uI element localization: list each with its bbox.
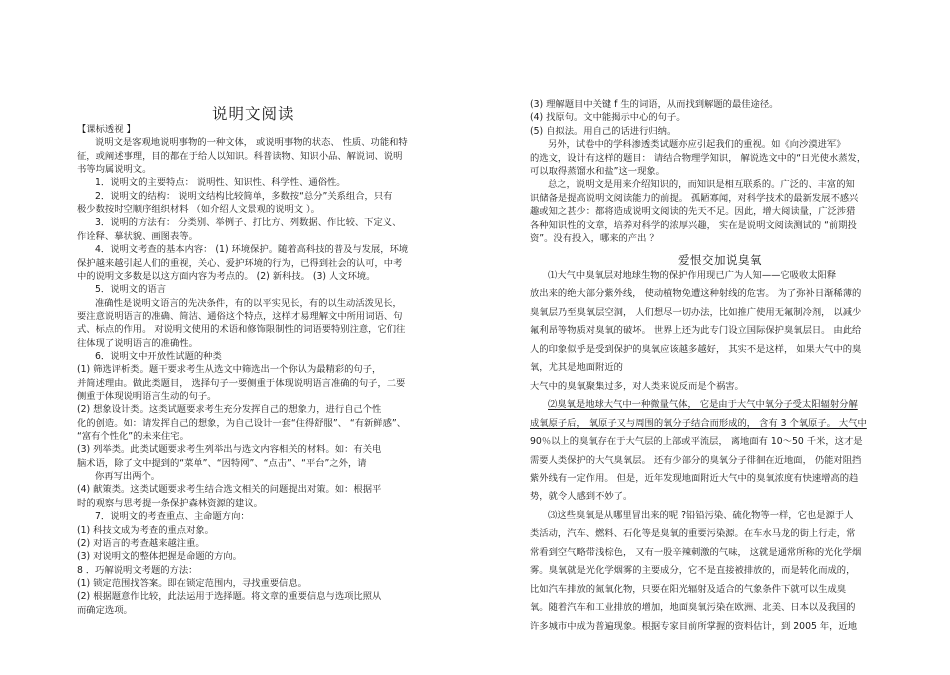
right-text-line: 另外，试卷中的学科渗透类试题亦应引起我们的重视。如《向沙漠进军》 (548, 139, 846, 151)
left-text-line: 作诠释、摹状貌、画图表等。 (77, 230, 198, 242)
article-text-line: 臭氧层乃至臭氧层空洞， 人们想尽一切办法，比如推广使用无氟制冷剂， 以减少 (530, 306, 862, 318)
article-text-line: 势，就令人感到不妙了。 (530, 491, 633, 503)
right-text-line: 可以取得蒸馏水和盐”这一现象。 (530, 166, 665, 177)
left-text-line: 征，或阐述事理，目的都在于给人以知识。科普读物、知识小品、解说词、说明 (77, 150, 403, 162)
article-text-line: 成氧原子后， 氧原子又与周围的氧分子结合而形成的， 含有 3 个氧原子。 大气中 (530, 417, 867, 429)
right-text-line: 趣或知之甚少：都将造成说明文阅读的先天不足。因此，增大阅读量，广泛涉猎 (530, 206, 856, 218)
article-text-line: 氧。随着汽车和工业排放的增加，地面臭氧污染在欧洲、北美、日本以及我国的 (530, 602, 856, 614)
left-text-line: 侧重于体现说明语言生动的句子。 (77, 391, 217, 402)
article-text-line: ⑶这些臭氧是从哪里冒出来的呢 ?铅铅污染、硫化物等一样，它也是源于人 (548, 509, 854, 521)
right-text-line: (3) 理解题目中关键 f 生的词语，从而找到解题的最佳途径。 (530, 99, 779, 110)
left-text-line: (3) 对说明文的整体把握是命题的方向。 (77, 551, 242, 563)
left-text-line: (4) 献策类。这类试题要求考生结合选文相关的问题提出对策。如：根据平 (77, 484, 382, 496)
page-title: 说明文阅读 (212, 105, 295, 123)
left-text-line: (1) 筛选评析类。题干要求考生从选文中筛选出一个你认为最精彩的句子， (77, 364, 382, 376)
article-text-line: 人的印象似乎是受到保护的臭氧应该越多越好， 其实不是这样， 如果大气中的臭 (530, 343, 862, 355)
left-text-line: (2) 对语言的考查越来越注重。 (77, 537, 205, 549)
left-text-line: (2) 想象设计类。这类试题要求考生充分发挥自己的想象力，进行自己个性 (77, 404, 382, 416)
left-text-line: 并简述理由。做此类题目， 选择句子一要侧重于体现说明语言准确的句子，二要 (77, 377, 406, 389)
article-text-line: 氧，尤其是地面附近的 (530, 362, 623, 374)
left-text-line: 2．说明文的结构： 说明文结构比较简单，多数按“总分”关系组合，只有 (95, 190, 393, 202)
right-text-line: (4) 找原句。文中能揭示中心的句子。 (530, 112, 686, 124)
right-text-line: 识储备是提高说明文阅读能力的前提。 孤陋寡闻，对科学技术的最新发展不感兴 (530, 192, 859, 204)
left-text-line: 要注意说明语言的准确、简洁、通俗这个特点，这样才易理解文中所用词语、句 (77, 310, 403, 322)
article-text-line: 氟利昂等物质对臭氧的破坏。 世界上还为此专门设立国际保护臭氧层日。 由此给 (530, 325, 862, 337)
article-text-line: 大气中的臭氧聚集过多，对人类来说反而是个祸害。 (530, 380, 744, 392)
left-text-line: (1) 锁定范围找答案。即在锁定范围内，寻找重要信息。 (77, 577, 307, 589)
left-text-line: 你再写出两个。 (95, 471, 161, 483)
left-text-line: 说明文是客观地说明事物的一种文体， 或说明事物的状态、 性质、功能和特 (95, 137, 408, 149)
left-text-line: 7．说明文的考查重点、主命题方向： (95, 511, 250, 523)
article-text-line: 紫外线有一定作用。 但是，近年发现地面附近大气中的臭氧浓度有快速增高的趋 (530, 472, 859, 484)
left-text-line: 式、标点的作用。 对说明文使用的术语和修饰限制性的词语要特别注意，它们往 (77, 324, 406, 336)
left-text-line: 4．说明文考查的基本内容： (1) 环境保护。随着高科技的普及与发展，环境 (95, 244, 409, 256)
left-text-line: 书等均属说明文。 (77, 164, 152, 176)
article-text-line: 类活动，汽车、燃料、石化等是臭氧的重要污染源。在车水马龙的街上行走，常 (530, 528, 856, 540)
left-text-line: 准确性是说明文语言的先决条件，有的以平实见长，有的以生动活泼见长， (95, 297, 402, 309)
left-text-line: 化的创造。如：请发挥自己的想象，为自己设计一套“住得舒服”、 “有新鲜感”、 (77, 417, 407, 429)
article-text-line: 常看到空气略带浅棕色， 又有一股辛辣刺激的气味， 这就是通常所称的光化学烟 (530, 546, 862, 558)
right-text-line: (5) 自拟法。用自己的话进行归纳。 (530, 125, 677, 137)
right-text-line: 的选文，设计有这样的题目： 请结合物理学知识， 解说选文中的“日光使水蒸发， (530, 152, 867, 164)
left-text-line: 6．说明文中开放性试题的种类 (95, 350, 222, 362)
left-text-line: (2) 根据题意作比较，此法运用于选择题。将文章的重要信息与选项比照从 (77, 591, 382, 603)
article-text-line: 放出来的绝大部分紫外线， 使动植物免遭这种射线的危害。 为了弥补日渐稀薄的 (530, 288, 862, 300)
article-text-line: 需要人类保护的大气臭氧层。 还有少部分的臭氧分子徘徊在近地面， 仍能对阻挡 (530, 454, 862, 466)
article-text-line: 比如汽车排放的氮氧化物，只要在阳光辐射及适合的气象条件下就可以生成臭 (530, 583, 847, 595)
article-title: 爱恨交加说臭氧 (678, 253, 762, 267)
right-text-line: 总之，说明文是用来介绍知识的，而知识是相互联系的。广泛的、丰富的知 (548, 179, 855, 191)
right-text-line: 各种知识性的文章，培养对科学的浓厚兴趣， 实在是说明文阅读测试的 “前期投 (530, 219, 857, 231)
left-text-line: 1．说明文的主要特点： 说明性、知识性、科学性、通俗性。 (95, 177, 346, 189)
right-text-line: 资”。没有投入，哪来的产出 ？ (530, 233, 659, 244)
left-text-line: 而确定选项。 (77, 604, 133, 616)
article-text-line: 90％以上的臭氧存在于大气层的上部或平流层， 离地面有 10～50 千米，这才是 (530, 436, 863, 448)
left-text-line: 中的说明文多数是以这方面内容为考点的。 (2) 新科技。 (3) 人文环境。 (77, 270, 376, 282)
left-text-line: 保护越来越引起人们的重视，关心、爱护环境的行为，已得到社会的认可，中考 (77, 257, 403, 269)
article-text-line: ⑴大气中臭氧层对地球生物的保护作用现已广为人知——它吸收太阳释 (548, 270, 837, 281)
left-text-line: (1) 科技文成为考查的重点对象。 (77, 524, 214, 536)
left-text-line: 3．说明的方法有： 分类别、举例子、打比方、列数据、作比较、下定义、 (95, 217, 402, 229)
left-text-line: (3) 列举类。此类试题要求考生列举出与选文内容相关的材料。如：有关电 (77, 444, 382, 456)
article-text-line: 雾。臭氧就是光化学烟雾的主要成分，它不是直接被排放的，而是转化而成的， (530, 565, 856, 577)
left-text-line: 极少数按时空顺序组织材料 （如介绍人文景观的说明文 ）。 (77, 204, 320, 216)
article-text-line: 许多城市中成为普遍现象。根据专家目前所掌握的资料估计，到 2005 年，近地 (530, 620, 858, 632)
left-text-line: 【课标透视 】 (77, 124, 136, 135)
left-text-line: 5．说明文的语言 (95, 284, 166, 296)
left-text-line: 往体现了说明语言的准确性。 (77, 337, 198, 349)
left-text-line: 8 ．巧解说明文考题的方法： (77, 564, 198, 576)
left-text-line: 脑术语，除了文中提到的“菜单”、“因特网”、“点击”、“平台”之外，请 (77, 457, 367, 469)
article-text-line: ⑵臭氧是地球大气中一种微量气体， 它是由于大气中氧分子受太阳辐射分解 (548, 399, 858, 411)
left-text-line: 时的观察与思考提一条保护森林资源的建议。 (77, 497, 263, 509)
left-text-line: “富有个性化”的未来住宅。 (77, 431, 189, 443)
